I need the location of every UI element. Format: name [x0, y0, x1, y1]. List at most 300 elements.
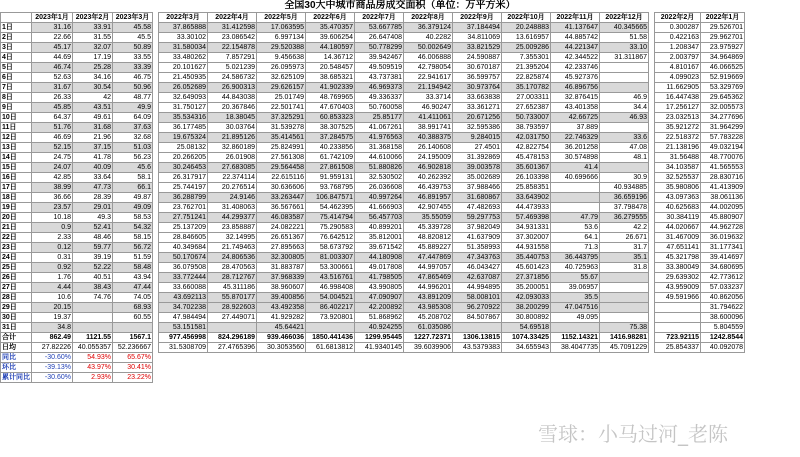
table-cell: 34.8	[32, 323, 73, 333]
table-cell: 30.246453	[159, 163, 208, 173]
table-cell: 32.860189	[208, 143, 257, 153]
table-cell: 26.095973	[257, 63, 306, 73]
table-cell: 32.005573	[701, 103, 745, 113]
table-cell: 40.055357	[73, 343, 113, 353]
table-cell: 44.996201	[404, 283, 453, 293]
table-cell: 26.036608	[355, 183, 404, 193]
row-label: 22日	[1, 233, 32, 243]
table-cell: 44.994895	[453, 283, 502, 293]
table-cell: 32.07	[73, 43, 113, 53]
table-row	[1, 163, 745, 173]
table-cell: 35.1	[600, 253, 649, 263]
table-cell: 41.9340145	[355, 343, 404, 353]
table-cell: 1.76	[32, 273, 73, 283]
table-cell: 45.478153	[502, 153, 551, 163]
stat-cell: -39.13%	[32, 363, 73, 373]
table-cell: 45.58	[113, 23, 153, 33]
table-cell: 41.411061	[404, 113, 453, 123]
row-label: 12日	[1, 133, 32, 143]
row-label: 25日	[1, 263, 32, 273]
row-label: 28日	[1, 293, 32, 303]
table-cell: 27.683085	[208, 163, 257, 173]
table-cell: 45.85	[32, 103, 73, 113]
table-row	[1, 263, 745, 273]
table-cell: 46.75	[113, 73, 153, 83]
table-cell: 45.17	[32, 43, 73, 53]
table-cell: 34.277696	[701, 113, 745, 123]
table-cell: 71.3	[551, 243, 600, 253]
table-cell: 31.408063	[208, 203, 257, 213]
table-cell: 41.565553	[701, 163, 745, 173]
row-label: 15日	[1, 163, 32, 173]
table-cell: 43.692113	[159, 293, 208, 303]
table-cell: 75.414794	[306, 213, 355, 223]
table-cell: 1227.72371	[404, 333, 453, 343]
table-cell: 66.1	[113, 183, 153, 193]
table-cell: 24.082221	[257, 223, 306, 233]
table-cell: 55.870177	[208, 293, 257, 303]
table-cell: 56.23	[113, 153, 153, 163]
table-cell: 25.854337	[655, 343, 701, 353]
table-cell: 50.002649	[404, 43, 453, 53]
table-row	[1, 103, 745, 113]
table-cell: 64.1	[551, 233, 600, 243]
table-cell: 57.469398	[502, 213, 551, 223]
table-cell: 36.019632	[701, 233, 745, 243]
table-cell: 38.4047735	[551, 343, 600, 353]
column-header: 2022年12月	[600, 13, 649, 23]
table-cell: 41.067261	[355, 123, 404, 133]
table-cell	[551, 203, 600, 213]
table-cell: 55.67	[551, 273, 600, 283]
table-cell: 31.55	[73, 33, 113, 43]
table-cell: 42.822754	[502, 143, 551, 153]
table-cell: 44.69	[32, 53, 73, 63]
row-label: 日均	[1, 343, 32, 353]
table-cell: 40.924255	[355, 323, 404, 333]
row-label: 18日	[1, 193, 32, 203]
table-cell: 60.853323	[306, 113, 355, 123]
table-cell: 1242.8544	[701, 333, 745, 343]
table-cell: 31.467009	[655, 233, 701, 243]
table-cell: 52.919669	[701, 73, 745, 83]
table-cell: 42.344522	[551, 53, 600, 63]
table-cell: 36.177485	[159, 123, 208, 133]
table-cell: 49.9	[113, 103, 153, 113]
table-cell: 824.296189	[208, 333, 257, 343]
table-cell: 22.746329	[551, 133, 600, 143]
column-header: 2023年2月	[73, 13, 113, 23]
table-cell: 61.742109	[306, 153, 355, 163]
table-cell: 41.666903	[355, 203, 404, 213]
table-cell: 38.793597	[502, 123, 551, 133]
table-cell: 31.883787	[257, 263, 306, 273]
table-cell: 26.900313	[208, 83, 257, 93]
table-cell: 52.15	[32, 143, 73, 153]
row-label: 26日	[1, 273, 32, 283]
table-cell: 43.737381	[355, 73, 404, 83]
table-cell: 31.412598	[208, 23, 257, 33]
table-cell: 38.685321	[306, 73, 355, 83]
table-cell: 43.959009	[655, 283, 701, 293]
table-cell: 59.297753	[453, 213, 502, 223]
table-cell: 43.990805	[355, 283, 404, 293]
table-cell: 35.440753	[502, 253, 551, 263]
table-cell: 23.086542	[208, 33, 257, 43]
table-cell: 33.772444	[159, 273, 208, 283]
table-cell: 22.825874	[502, 73, 551, 83]
table-cell: 32.649093	[159, 93, 208, 103]
table-cell: 35.534316	[159, 113, 208, 123]
table-cell: 31.5308709	[159, 343, 208, 353]
table-cell: 47.090907	[355, 293, 404, 303]
table-cell: 18.38045	[208, 113, 257, 123]
table-cell: 36.659196	[600, 193, 649, 203]
table-cell: 0.422163	[655, 33, 701, 43]
table-cell: 33.6	[600, 133, 649, 143]
table-cell: 40.862056	[701, 293, 745, 303]
stat-row	[1, 363, 745, 373]
table-cell: 29.645362	[701, 93, 745, 103]
table-cell	[551, 193, 600, 203]
table-cell: 42.66725	[551, 113, 600, 123]
table-cell: 52.236667	[113, 343, 153, 353]
table-cell: 54.004521	[306, 293, 355, 303]
table-cell: 20.671256	[453, 113, 502, 123]
table-cell: 35.921272	[655, 123, 701, 133]
table-cell: 50.760058	[355, 103, 404, 113]
column-header: 2022年4月	[208, 13, 257, 23]
table-cell: 57.033237	[701, 283, 745, 293]
table-cell: 73.920801	[306, 313, 355, 323]
table-cell: 64.37	[32, 113, 73, 123]
table-cell: 49.87	[113, 193, 153, 203]
table-cell: 23.858887	[208, 223, 257, 233]
table-cell: 46.9	[600, 93, 649, 103]
table-cell: 44.221347	[551, 43, 600, 53]
table-cell: 1416.98281	[600, 333, 649, 343]
table-cell: 28.712767	[208, 273, 257, 283]
table-cell: 33.663838	[453, 93, 502, 103]
table-cell: 61.6813812	[306, 343, 355, 353]
table-cell: 22.374114	[208, 173, 257, 183]
table-cell: 42.233746	[551, 63, 600, 73]
table-cell: 56.457703	[355, 213, 404, 223]
table-cell: 53.300661	[306, 263, 355, 273]
table-cell: 38.43	[73, 283, 113, 293]
table-cell: 45.927376	[551, 73, 600, 83]
table-cell: 31.177341	[701, 243, 745, 253]
table-cell: 45.6	[113, 163, 153, 173]
table-cell: 39.6039906	[404, 343, 453, 353]
table-cell: 22.66	[32, 33, 73, 43]
table-cell: 25.08132	[159, 143, 208, 153]
table-row	[1, 243, 745, 253]
table-cell: 44.020667	[655, 223, 701, 233]
table-cell: 34.702238	[159, 303, 208, 313]
table-cell: 43.891209	[404, 293, 453, 303]
table-cell: 0.31	[32, 253, 73, 263]
table-cell: 27.4765396	[208, 343, 257, 353]
table-row	[1, 113, 745, 123]
stat-cell: 23.22%	[113, 373, 153, 383]
row-label: 14日	[1, 153, 32, 163]
table-cell	[73, 303, 113, 313]
table-cell: 7.857291	[208, 53, 257, 63]
table-cell: 46.006888	[404, 53, 453, 63]
table-cell: 21.895126	[208, 133, 257, 143]
table-cell: 29.01	[73, 203, 113, 213]
row-label: 4日	[1, 53, 32, 63]
table-cell: 46.896756	[551, 83, 600, 93]
table-row	[1, 43, 745, 53]
table-cell: 35.601367	[502, 163, 551, 173]
table-row	[1, 123, 745, 133]
table-cell	[600, 273, 649, 283]
table-cell: 93.768795	[306, 183, 355, 193]
table-cell: 30.636606	[257, 183, 306, 193]
table-cell: 41.637909	[453, 233, 502, 243]
corner-cell	[1, 13, 32, 23]
table-cell: 52.63	[32, 73, 73, 83]
table-cell: 39.942467	[355, 53, 404, 63]
table-row	[1, 153, 745, 163]
table-cell: 46.083587	[257, 213, 306, 223]
table-cell: 9.456638	[257, 53, 306, 63]
table-cell: 46.891957	[404, 193, 453, 203]
table-cell: 44.299377	[208, 213, 257, 223]
table-cell: 23.57	[32, 203, 73, 213]
table-cell: 29.520388	[257, 43, 306, 53]
table-cell: 46.90247	[404, 103, 453, 113]
table-cell: 47.08	[600, 143, 649, 153]
table-row	[1, 173, 745, 183]
table-cell: 26.103398	[502, 173, 551, 183]
table-cell: 45.311186	[208, 283, 257, 293]
table-cell: 22.154878	[208, 43, 257, 53]
table-cell: 37.798478	[600, 203, 649, 213]
table-cell: 46.93	[600, 113, 649, 123]
table-cell: 22.501741	[257, 103, 306, 113]
row-label: 30日	[1, 313, 32, 323]
row-label: 20日	[1, 213, 32, 223]
table-cell: 1850.441436	[306, 333, 355, 343]
column-header: 2022年2月	[655, 13, 701, 23]
table-cell: 50.733007	[502, 113, 551, 123]
table-cell: 36.379124	[404, 23, 453, 33]
table-cell: 22.941617	[404, 73, 453, 83]
table-cell: 1306.13815	[453, 333, 502, 343]
table-cell: 40.092078	[701, 343, 745, 353]
table-cell: 44.180597	[306, 43, 355, 53]
table-cell: 45.321798	[655, 253, 701, 263]
table-cell: 36.288799	[159, 193, 208, 203]
table-cell: 47.047516	[551, 303, 600, 313]
table-row	[1, 23, 745, 33]
table-cell: 34.103587	[655, 163, 701, 173]
table-cell: 20.548457	[306, 63, 355, 73]
table-cell: 48.1	[600, 153, 649, 163]
table-row	[1, 283, 745, 293]
table-cell: 81.003307	[306, 253, 355, 263]
table-cell: 34.16	[73, 73, 113, 83]
table-cell: 46.998408	[306, 283, 355, 293]
table-cell: 40.699666	[551, 173, 600, 183]
table-cell: 51.58	[600, 33, 649, 43]
table-cell: 37.302007	[502, 233, 551, 243]
table-cell	[600, 83, 649, 93]
row-label: 3日	[1, 43, 32, 53]
table-row	[1, 233, 745, 243]
table-cell: 30.384119	[655, 213, 701, 223]
table-cell: 33.30102	[159, 33, 208, 43]
table-cell: 34.811069	[453, 33, 502, 43]
column-header: 2023年1月	[32, 13, 73, 23]
table-cell: 32.68	[113, 133, 153, 143]
table-cell: 19.675324	[159, 133, 208, 143]
table-cell: 26.01908	[208, 153, 257, 163]
table-cell: 31.311867	[600, 53, 649, 63]
table-cell: 33.55	[113, 53, 153, 63]
table-cell: 36.599757	[453, 73, 502, 83]
table-cell: 45.64421	[257, 323, 306, 333]
table-cell: 25.137209	[159, 223, 208, 233]
table-cell: 53.6	[551, 223, 600, 233]
table-cell: 34.655943	[502, 343, 551, 353]
empty-area	[153, 373, 745, 383]
table-cell: 47.79	[551, 213, 600, 223]
table-cell: 51.868962	[355, 313, 404, 323]
table-cell: 49.032194	[701, 143, 745, 153]
table-cell: 47.984494	[159, 313, 208, 323]
table-cell: 31.539278	[257, 123, 306, 133]
table-cell: 35.200051	[502, 283, 551, 293]
table-cell: 14.36712	[306, 53, 355, 63]
table-cell: 40.997264	[355, 193, 404, 203]
table-cell: 53.329769	[701, 83, 745, 93]
table-cell: 33.380049	[655, 263, 701, 273]
table-cell: 24.590887	[453, 53, 502, 63]
table-cell: 51.59	[113, 253, 153, 263]
table-cell: 23.762701	[159, 203, 208, 213]
table-cell: 30.3053560	[257, 343, 306, 353]
table-cell: 36.279555	[600, 213, 649, 223]
table-cell: 37.63	[113, 123, 153, 133]
table-cell: 44.473933	[502, 203, 551, 213]
table-cell: 34.4	[600, 103, 649, 113]
stat-cell: 54.93%	[73, 353, 113, 363]
table-row	[1, 273, 745, 283]
table-cell: 40.262392	[404, 173, 453, 183]
table-cell	[655, 323, 701, 333]
table-cell: 29.526701	[701, 23, 745, 33]
table-cell: 47.865469	[404, 273, 453, 283]
table-cell: 13.616957	[502, 33, 551, 43]
table-cell: 51.76	[32, 123, 73, 133]
table-cell: 26.647408	[355, 33, 404, 43]
table-cell: 33.361271	[453, 103, 502, 113]
table-cell: 45.601423	[502, 263, 551, 273]
table-cell: 17.256127	[655, 103, 701, 113]
table-cell: 20.15	[32, 303, 73, 313]
table-cell: 21.96	[73, 133, 113, 143]
row-label: 13日	[1, 143, 32, 153]
table-cell: 58.15	[113, 233, 153, 243]
table-cell: 4.44	[32, 283, 73, 293]
table-cell: 30.973764	[453, 83, 502, 93]
table-row	[1, 293, 745, 303]
table-row	[1, 203, 745, 213]
table-cell: 54.32	[113, 223, 153, 233]
stat-cell: 2.93%	[73, 373, 113, 383]
table-cell: 33.660088	[159, 283, 208, 293]
table-cell: 48.77	[113, 93, 153, 103]
table-cell: 40.388375	[404, 133, 453, 143]
table-cell: 32.530502	[355, 173, 404, 183]
table-cell: 58.48	[113, 263, 153, 273]
empty-area	[153, 353, 745, 363]
table-cell: 25.85177	[355, 113, 404, 123]
table-cell: 86.402217	[306, 303, 355, 313]
table-cell: 29.639302	[655, 273, 701, 283]
table-cell: 31.16	[32, 23, 73, 33]
table-cell: 27.861508	[306, 163, 355, 173]
table-cell: 39.06957	[551, 283, 600, 293]
watermark-text: 雪球：小马过河_老陈	[538, 422, 728, 446]
table-cell: 46.439753	[404, 183, 453, 193]
table-row	[1, 83, 745, 93]
table-cell	[73, 323, 113, 333]
page-title: 全国30大中城市商品房成交面积（单位：万平方米）	[284, 0, 516, 11]
table-cell: 4.810167	[655, 63, 701, 73]
table-cell: 68.93	[113, 303, 153, 313]
table-cell: 44.610066	[355, 153, 404, 163]
table-cell: 27.895663	[257, 243, 306, 253]
table-cell: 0.92	[32, 263, 73, 273]
column-header: 2022年1月	[701, 13, 745, 23]
table-cell: 25.01749	[257, 93, 306, 103]
table-cell: 32.300805	[257, 253, 306, 263]
table-cell: 862.49	[32, 333, 73, 343]
table-cell	[600, 73, 649, 83]
table-cell: 27.82226	[32, 343, 73, 353]
table-cell: 2.33	[32, 233, 73, 243]
table-cell: 0.12	[32, 243, 73, 253]
table-cell: 30.9	[600, 173, 649, 183]
table-cell: 47.343763	[453, 253, 502, 263]
table-cell: 20.367846	[208, 103, 257, 113]
row-label: 24日	[1, 253, 32, 263]
column-header: 2022年10月	[502, 13, 551, 23]
column-header: 2022年6月	[306, 13, 355, 23]
table-cell: 25.009286	[502, 43, 551, 53]
table-cell: 40.233856	[306, 143, 355, 153]
table-cell: 31.368158	[355, 143, 404, 153]
table-cell: 46.066525	[701, 63, 745, 73]
table-cell: 37.889	[551, 123, 600, 133]
table-cell: 17.063595	[257, 23, 306, 33]
table-cell: 35.5	[551, 293, 600, 303]
table-cell: 4.099023	[655, 73, 701, 83]
table-cell: 40.09	[73, 163, 113, 173]
table-cell: 32.14995	[208, 233, 257, 243]
table-cell: 36.201258	[551, 143, 600, 153]
table-cell: 43.985308	[404, 303, 453, 313]
table-cell: 44.962728	[701, 223, 745, 233]
table-row	[1, 323, 745, 333]
table-cell: 42.637087	[453, 273, 502, 283]
table-cell: 37.988466	[453, 183, 502, 193]
